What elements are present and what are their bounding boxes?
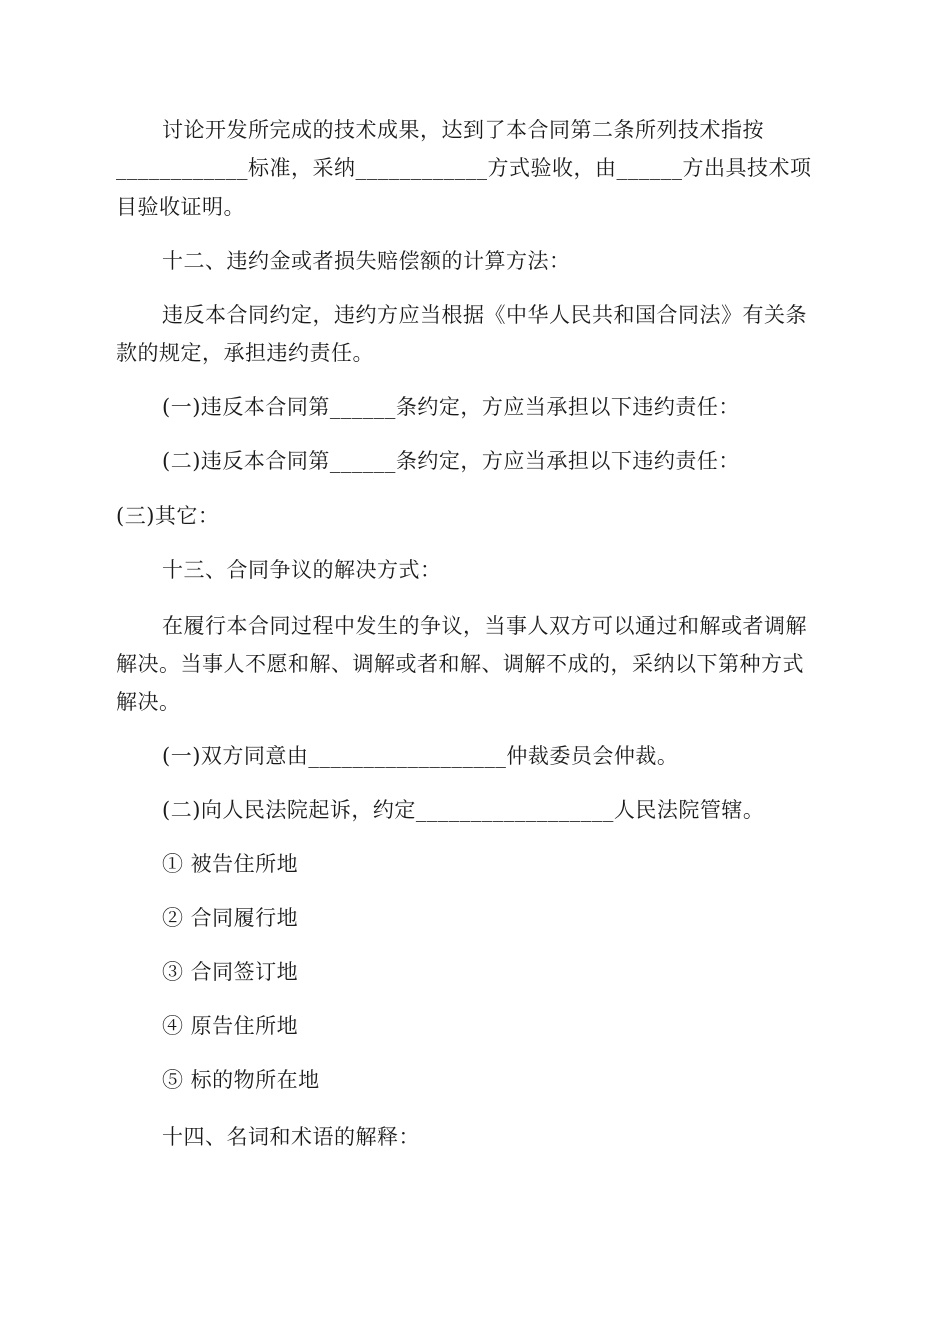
breach-para-line-1: 违反本合同约定，违约方应当根据《中华人民共和国合同法》有关条 [162,303,807,327]
court-option-4: ④ 原告住所地 [162,1014,299,1038]
dispute-para-line-2: 解决。当事人不愿和解、调解或者和解、调解不成的，采纳以下第种方式 [116,652,804,676]
court-option-3: ③ 合同签订地 [162,960,299,984]
section-14-title: 十四、名词和术语的解释： [162,1125,420,1149]
tech-result-line-1: 讨论开发所完成的技术成果，达到了本合同第二条所列技术指按 [162,118,764,142]
section-13-title: 十三、合同争议的解决方式： [162,558,442,582]
tech-result-line-3: 目验收证明。 [116,195,245,219]
court-option-5: ⑤ 标的物所在地 [162,1068,320,1092]
dispute-item-2: (二)向人民法院起诉，约定__________________人民法院管辖。 [162,798,765,822]
dispute-para-line-3: 解决。 [116,690,181,714]
section-12-title: 十二、违约金或者损失赔偿额的计算方法： [162,249,571,273]
breach-para-line-2: 款的规定，承担违约责任。 [116,341,374,365]
tech-result-line-2: ____________标准，采纳____________方式验收，由______方出具技术项 [116,156,812,180]
breach-item-2: (二)违反本合同第______条约定，方应当承担以下违约责任： [162,449,740,473]
breach-item-3: (三)其它： [116,504,220,528]
breach-item-1: (一)违反本合同第______条约定，方应当承担以下违约责任： [162,395,740,419]
court-option-2: ② 合同履行地 [162,906,299,930]
dispute-para-line-1: 在履行本合同过程中发生的争议，当事人双方可以通过和解或者调解 [162,614,807,638]
dispute-item-1: (一)双方同意由__________________仲裁委员会仲裁。 [162,744,679,768]
court-option-1: ① 被告住所地 [162,852,299,876]
